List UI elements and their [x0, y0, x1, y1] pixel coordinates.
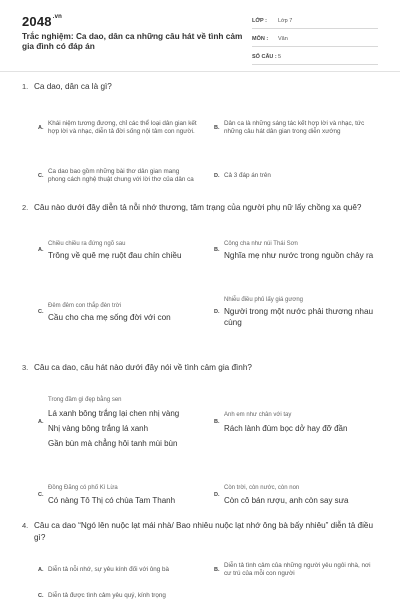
- meta-class-row: [252, 14, 378, 29]
- option-line-1: Đồng Đăng có phố Kì Lừa: [48, 485, 118, 491]
- option-line-3: Nhị vàng bông trắng lá xanh: [48, 423, 149, 433]
- option-text: Diễn tả được tình cảm yêu quý, kính trọng: [48, 591, 166, 599]
- meta-key: SỐ CÂU :: [252, 54, 277, 60]
- meta-key: MÔN :: [252, 36, 269, 42]
- option-line-2: Nghĩa mẹ như nước trong nguồn chảy ra: [224, 250, 374, 260]
- option-line-1: Đêm đêm con thắp đèn trời: [48, 302, 121, 309]
- option-line-1: Còn trời, còn nước, còn non: [224, 485, 300, 491]
- question-number: 1.: [22, 82, 29, 91]
- option-label: D.: [214, 309, 220, 315]
- header-divider: [0, 71, 400, 72]
- option-label: A.: [38, 567, 44, 573]
- logo-suffix: .vn: [52, 14, 63, 20]
- question-text: Ca dao, dân ca là gì?: [34, 82, 112, 91]
- option-c[interactable]: [22, 152, 212, 200]
- option-label: D.: [214, 173, 220, 179]
- meta-value: Lớp 7: [278, 18, 293, 24]
- option-label: D.: [214, 492, 220, 498]
- option-text: Khái niệm tương đương, chỉ các thể loại dân gian kết hợp lời và nhạc, diễn tả đời sống nội tâm con người.: [48, 119, 197, 135]
- option-c[interactable]: [22, 586, 212, 606]
- option-a[interactable]: [22, 224, 212, 276]
- option-line-1: Anh em như chân với tay: [224, 411, 292, 418]
- meta-count-row: [252, 50, 378, 65]
- site-logo[interactable]: [22, 14, 62, 29]
- option-b[interactable]: [198, 220, 378, 280]
- option-label: B.: [214, 247, 220, 253]
- option-label: B.: [214, 419, 220, 425]
- option-b[interactable]: [198, 394, 378, 450]
- meta-info: [252, 14, 378, 68]
- option-d[interactable]: [198, 282, 378, 342]
- question-number: 4.: [22, 521, 29, 530]
- option-label: A.: [38, 419, 44, 425]
- option-label: C.: [38, 593, 44, 599]
- option-c[interactable]: [22, 472, 212, 518]
- page-header: [22, 14, 378, 64]
- option-label: C.: [38, 492, 44, 498]
- option-line-2: Trông về quê mẹ ruột đau chín chiều: [48, 250, 182, 260]
- option-line-2: Rách lành đùm bọc dở hay đỡ đần: [224, 423, 348, 433]
- option-text: Diễn tả nỗi nhớ, sự yêu kính đối với ông bà: [48, 565, 169, 573]
- option-text: Cả 3 đáp án trên: [224, 171, 271, 179]
- logo-text: 2048: [22, 14, 52, 29]
- option-a[interactable]: [22, 382, 212, 462]
- option-line-2: Cầu cho cha mẹ sống đời với con: [48, 312, 171, 322]
- option-label: A.: [38, 247, 44, 253]
- option-line-2: Có nàng Tô Thị có chùa Tam Thanh: [48, 496, 176, 505]
- option-text: Dân ca là những sáng tác kết hợp lời và nhạc, tức những câu hát dân gian trong diễn xướng: [224, 119, 365, 135]
- meta-value: 5: [278, 54, 282, 60]
- option-label: C.: [38, 309, 44, 315]
- option-line-2: Người trong một nước phải thương nhau cùng: [224, 307, 374, 327]
- question-4: [22, 520, 378, 604]
- meta-key: LỚP :: [252, 18, 267, 24]
- option-d[interactable]: [198, 472, 378, 518]
- option-label: A.: [38, 125, 44, 131]
- option-label: C.: [38, 173, 44, 179]
- option-d[interactable]: [198, 152, 378, 200]
- question-text: Câu nào dưới đây diễn tả nỗi nhớ thương, tâm trạng của người phụ nữ lấy chồng xa quê?: [34, 203, 362, 212]
- option-a[interactable]: [22, 104, 212, 152]
- page-title: Trắc nghiệm: Ca dao, dân ca những câu hát về tình cảm gia đình có đáp án: [22, 31, 243, 51]
- question-number: 2.: [22, 203, 29, 212]
- option-line-4: Gần bùn mà chẳng hôi tanh mùi bùn: [48, 438, 178, 448]
- meta-value: Văn: [278, 36, 288, 42]
- option-line-2: Lá xanh bông trắng lại chen nhị vàng: [48, 408, 180, 418]
- option-b[interactable]: [198, 556, 378, 584]
- question-number: 3.: [22, 363, 29, 372]
- question-1: [22, 81, 378, 203]
- option-a[interactable]: [22, 556, 212, 584]
- option-label: B.: [214, 125, 220, 131]
- option-line-1: Trong đầm gì đẹp bằng sen: [48, 396, 122, 403]
- option-text: Ca dao bao gồm những bài thơ dân gian mang phong cách nghệ thuật chung với lời thơ của dân ca: [48, 167, 194, 183]
- option-line-2: Còn cô bán rượu, anh còn say sưa: [224, 496, 349, 505]
- option-line-1: Công cha như núi Thái Sơn: [224, 240, 298, 247]
- option-text: Diễn tả tình cảm của những người yêu ngôi nhà, nơi cư trú của mỗi con người: [224, 561, 371, 577]
- option-label: B.: [214, 567, 220, 573]
- option-b[interactable]: [198, 104, 378, 152]
- option-line-1: Chiều chiều ra đứng ngõ sau: [48, 240, 126, 247]
- question-text: Câu ca dao, câu hát nào dưới đây nói về tình cảm gia đình?: [34, 363, 252, 372]
- option-c[interactable]: [22, 286, 212, 338]
- meta-subject-row: [252, 32, 378, 47]
- question-2: [22, 202, 378, 334]
- question-text: Câu ca dao “Ngó lên nuộc lạt mái nhà/ Bao nhiêu nuộc lạt nhớ ông bà bấy nhiêu” diễn tả điều gì?: [34, 521, 374, 542]
- question-3: [22, 362, 378, 524]
- option-line-1: Nhiễu điều phủ lấy giá gương: [224, 297, 304, 303]
